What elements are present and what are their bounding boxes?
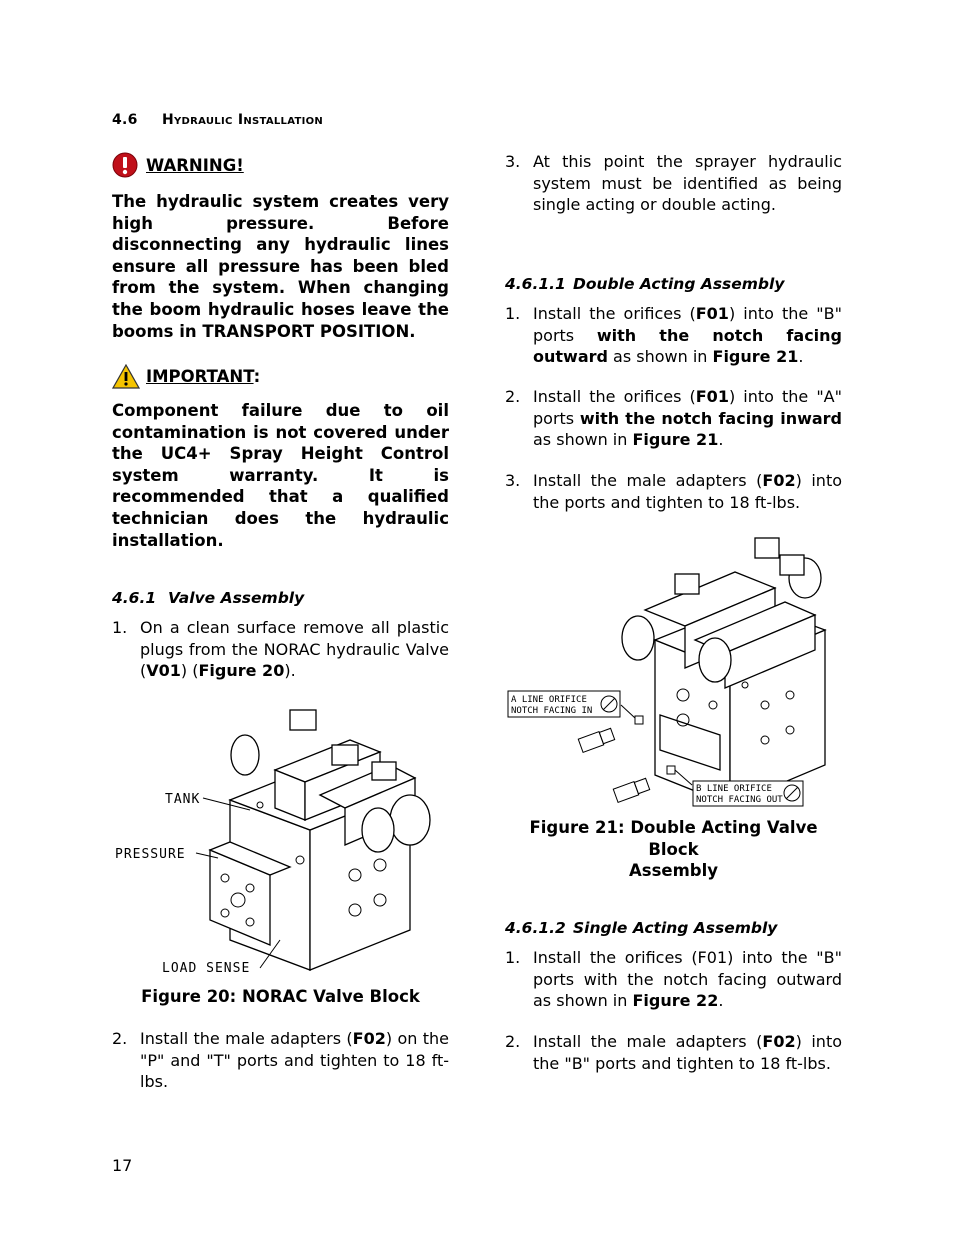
subsection-number: 4.6.1 [112, 589, 157, 607]
label-tank: TANK [165, 792, 201, 807]
label-a-line1: A LINE ORIFICE [511, 695, 587, 705]
subsection-single-acting [505, 919, 777, 937]
section-heading [112, 112, 323, 128]
step-text: Install the orifices (F01) into the "B" ports with the notch facing outward as shown in Figure 21. [533, 304, 843, 367]
figure-21-a-line-label [508, 691, 620, 717]
single-step-2 [505, 1031, 842, 1074]
warning-callout [112, 152, 244, 178]
label-load-sense: LOAD SENSE [162, 961, 251, 976]
step-number: 2. [505, 1032, 521, 1051]
caption-line1: Figure 21: Double Acting Valve Block [529, 818, 818, 859]
step-text: Install the male adapters (F02) into the "B" ports and tighten to 18 ft-lbs. [533, 1032, 843, 1073]
label-a-line2: NOTCH FACING IN [511, 706, 593, 716]
label-b-line1: B LINE ORIFICE [696, 784, 772, 794]
figure-20-caption: Figure 20: NORAC Valve Block [141, 987, 420, 1006]
subsection-number: 4.6.1.2 [505, 919, 566, 937]
step-text: Install the male adapters (F02) on the "P" and "T" ports and tighten to 18 ft-lbs. [140, 1029, 449, 1092]
warning-text: The hydraulic system creates very high pressure. Before disconnecting any hydraulic lines ensure all pressure has been bled from the system. When changing the boom hydraulic hoses leave the booms in TRANSPORT POSITION. [112, 192, 449, 341]
double-step-3 [505, 470, 842, 513]
step-number: 2. [112, 1029, 128, 1048]
step-text: At this point the sprayer hydraulic system must be identified as being single acting or double acting. [533, 152, 842, 215]
important-callout [112, 364, 260, 389]
step-number: 1. [505, 304, 521, 323]
important-label: IMPORTANT [146, 367, 254, 386]
subsection-valve-assembly [112, 589, 304, 607]
valve-step-1 [112, 617, 449, 682]
step-number: 1. [505, 948, 521, 967]
section-number: 4.6 [112, 112, 138, 128]
step-text: Install the orifices (F01) into the "A" ports with the notch facing inward as shown in Figure 21. [533, 387, 843, 450]
caution-triangle-icon [112, 364, 140, 389]
step-text: Install the orifices (F01) into the "B" ports with the notch facing outward as shown in Figure 22. [533, 948, 842, 1011]
figure-20-valve-block-drawing [110, 700, 455, 980]
single-step-1 [505, 947, 842, 1012]
page-number: 17 [112, 1156, 133, 1175]
section-title: Hydraulic Installation [162, 112, 324, 128]
double-step-1 [505, 303, 842, 368]
warning-stop-icon [112, 152, 138, 178]
figure-21-double-acting-drawing [505, 530, 850, 810]
step-number: 3. [505, 152, 521, 171]
subsection-double-acting [505, 275, 784, 293]
step-number: 1. [112, 618, 128, 637]
right-step-3 [505, 151, 842, 216]
double-step-2 [505, 386, 842, 451]
subsection-title: Double Acting Assembly [573, 275, 785, 293]
label-b-line2: NOTCH FACING OUT [696, 795, 783, 805]
subsection-title: Single Acting Assembly [573, 919, 778, 937]
step-number: 3. [505, 471, 521, 490]
label-pressure: PRESSURE [115, 847, 186, 862]
warning-label: WARNING! [146, 155, 244, 175]
important-text: Component failure due to oil contamination is not covered under the UC4+ Spray Height Control system warranty. It is recommended that a qualified technician does the hydraulic installation. [112, 401, 449, 550]
figure-21-caption [505, 817, 842, 882]
step-text: On a clean surface remove all plastic plugs from the NORAC hydraulic Valve (V01) (Figure 20). [140, 618, 449, 681]
figure-21-b-line-label [693, 781, 803, 806]
subsection-title: Valve Assembly [168, 589, 305, 607]
step-text: Install the male adapters (F02) into the ports and tighten to 18 ft-lbs. [533, 471, 843, 512]
valve-step-2 [112, 1028, 449, 1093]
subsection-number: 4.6.1.1 [505, 275, 566, 293]
caption-line2: Assembly [628, 861, 719, 881]
step-number: 2. [505, 387, 521, 406]
important-suffix: : [253, 367, 261, 386]
